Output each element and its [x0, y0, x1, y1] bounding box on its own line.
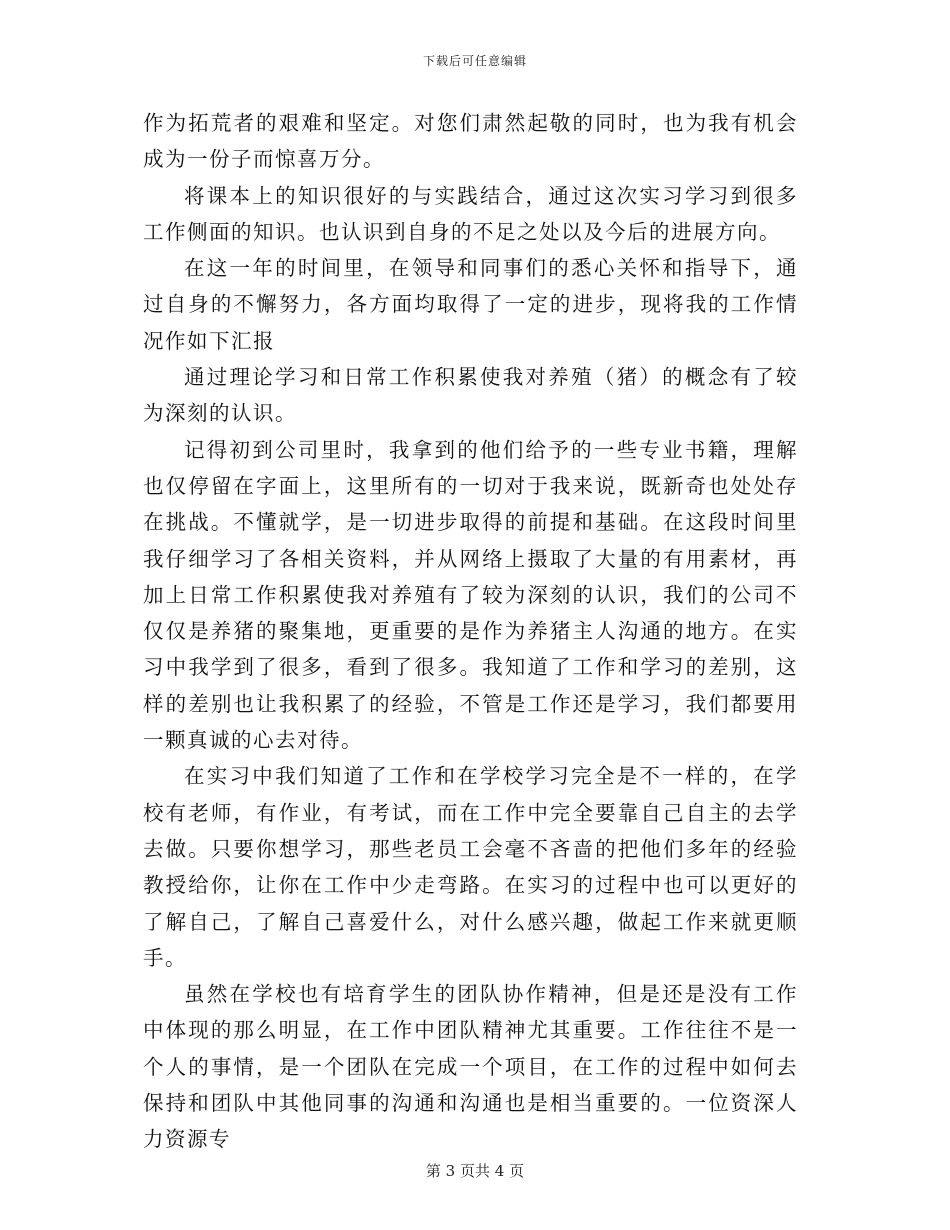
paragraph: 在这一年的时间里，在领导和同事们的悉心关怀和指导下，通过自身的不懈努力，各方面均取得了一定的进步，现将我的工作情况作如下汇报	[143, 256, 798, 353]
page-footer: 第 3 页共 4 页	[425, 1162, 525, 1180]
paragraph: 作为拓荒者的艰难和坚定。对您们肃然起敬的同时，也为我有机会成为一份子而惊喜万分。	[143, 111, 798, 172]
document-body	[143, 105, 798, 1158]
paragraph: 记得初到公司里时，我拿到的他们给予的一些专业书籍，理解也仅停留在字面上，这里所有的一切对于我来说，既新奇也处处存在挑战。不懂就学，是一切进步取得的前提和基础。在这段时间里我仔细学习了各相关资料，并从网络上摄取了大量的有用素材，再加上日常工作积累使我对养殖有了较为深刻的认识，我们的公司不仅仅是养猪的聚集地，更重要的是作为养猪主人沟通的地方。在实习中我学到了很多，看到了很多。我知道了工作和学习的差别，这样的差别也让我积累了的经验，不管是工作还是学习，我们都要用一颗真诚的心去对待。	[143, 437, 798, 753]
page-header: 下载后可任意编辑	[422, 54, 527, 68]
paragraph: 通过理论学习和日常工作积累使我对养殖（猪）的概念有了较为深刻的认识。	[143, 365, 798, 426]
paragraph: 在实习中我们知道了工作和在学校学习完全是不一样的，在学校有老师，有作业，有考试，而在工作中完全要靠自己自主的去学去做。只要你想学习，那些老员工会毫不吝啬的把他们多年的经验教授给你，让你在工作中少走弯路。在实习的过程中也可以更好的了解自己，了解自己喜爱什么，对什么感兴趣，做起工作来就更顺手。	[143, 764, 798, 970]
paragraph: 将课本上的知识很好的与实践结合，通过这次实习学习到很多工作侧面的知识。也认识到自身的不足之处以及今后的进展方向。	[143, 183, 798, 244]
paragraph: 虽然在学校也有培育学生的团队协作精神，但是还是没有工作中体现的那么明显，在工作中团队精神尤其重要。工作往往不是一个人的事情，是一个团队在完成一个项目，在工作的过程中如何去保持和团队中其他同事的沟通和沟通也是相当重要的。一位资深人力资源专	[143, 982, 798, 1152]
